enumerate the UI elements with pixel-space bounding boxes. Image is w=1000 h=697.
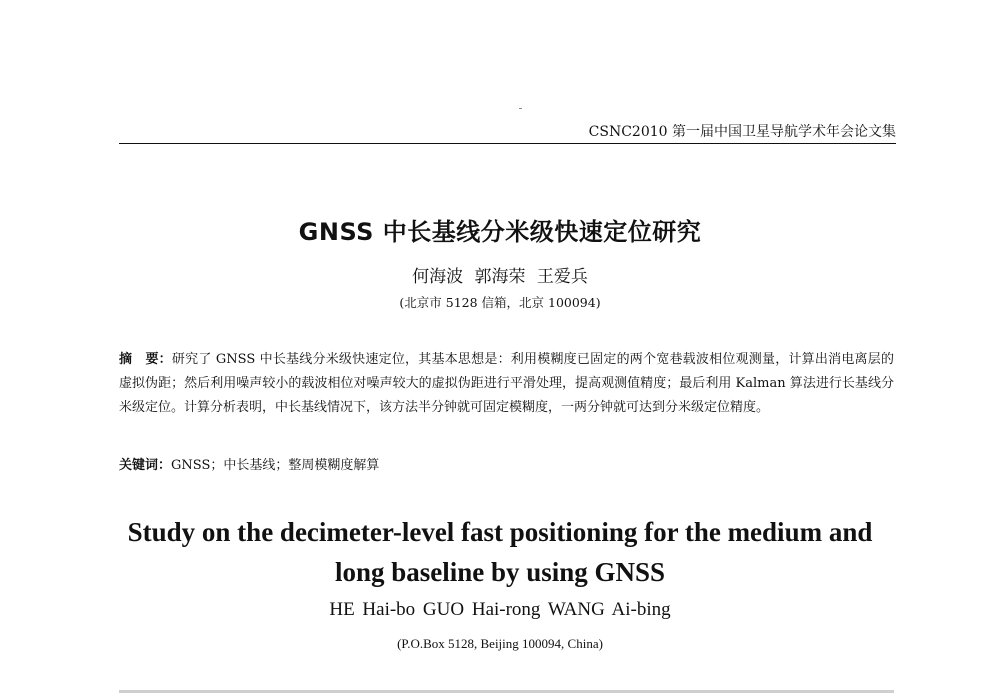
- title-en-line-1: Study on the decimeter-level fast positioning for the medium and: [127, 517, 873, 547]
- abstract-english-cutoff: [119, 688, 894, 697]
- abstract-text: 研究了 GNSS 中长基线分米级快速定位，其基本思想是：利用模糊度已固定的两个宽巷载波相位观测量，计算出消电离层的虚拟伪距；然后利用噪声较小的载波相位对噪声较大的虚拟伪距进行平滑处理，提高观测值精度；最后利用 Kalman 算法进行长基线分米级定位。计算分析表明，中长基线情况下，该方法半分钟就可固定模糊度，一两分钟就可达到分米级定位精度。: [119, 352, 894, 415]
- affiliation-chinese: (北京市 5128 信箱，北京 100094): [399, 295, 601, 310]
- paper-title-english: [0, 512, 1000, 592]
- abstract-label: 摘 要：: [119, 352, 172, 367]
- abstract-chinese: [119, 348, 894, 420]
- title-en-line-2: long baseline by using GNSS: [334, 557, 666, 587]
- keywords-label: 关键词：: [119, 458, 172, 473]
- cutoff-text-line: [119, 690, 894, 693]
- scan-artifact: [519, 108, 522, 109]
- paper-title-chinese: GNSS 中长基线分米级快速定位研究: [298, 218, 702, 246]
- affiliation-english: (P.O.Box 5128, Beijing 100094, China): [397, 636, 603, 651]
- header-rule: [119, 143, 896, 144]
- keywords-chinese: [119, 456, 894, 476]
- running-header: CSNC2010 第一届中国卫星导航学术年会论文集: [588, 124, 896, 140]
- authors-english: HE Hai-bo GUO Hai-rong WANG Ai-bing: [329, 599, 671, 620]
- keywords-text: GNSS；中长基线；整周模糊度解算: [171, 458, 380, 473]
- authors-chinese: 何海波 郭海荣 王爱兵: [412, 267, 588, 287]
